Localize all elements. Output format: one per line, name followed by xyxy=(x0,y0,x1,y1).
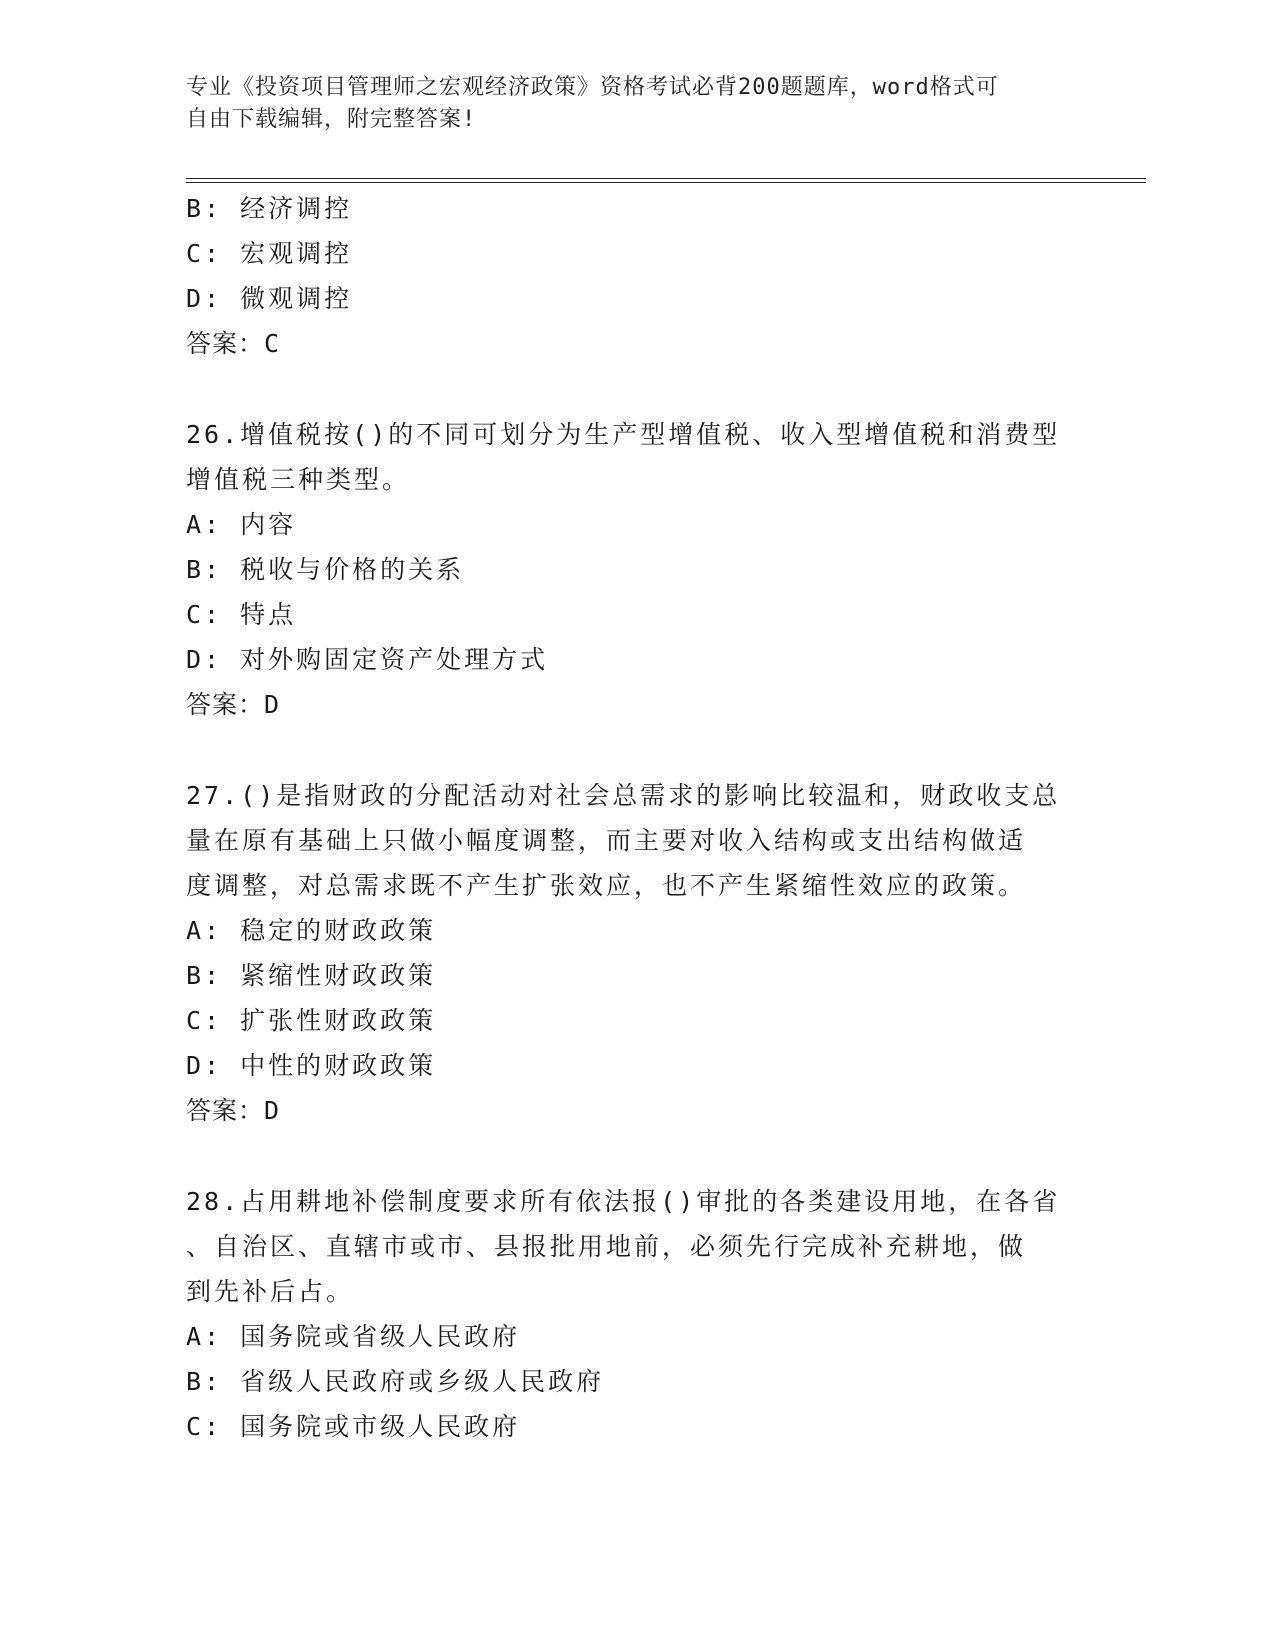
option-c: C: 特点 xyxy=(186,600,297,629)
question-text-line: 度调整，对总需求既不产生扩张效应，也不产生紧缩性效应的政策。 xyxy=(186,871,1027,900)
page-header xyxy=(186,72,1066,136)
answer-label: 答案：D xyxy=(186,1096,281,1125)
option-d: D: 微观调控 xyxy=(186,284,353,313)
question-text-line: 26.增值税按()的不同可划分为生产型增值税、收入型增值税和消费型 xyxy=(186,420,1061,449)
question-25 xyxy=(186,186,1066,366)
question-spacer xyxy=(186,727,1066,773)
question-28 xyxy=(186,1179,1066,1449)
question-spacer xyxy=(186,366,1066,412)
question-text-line: 27.()是指财政的分配活动对社会总需求的影响比较温和，财政收支总 xyxy=(186,781,1061,810)
question-26 xyxy=(186,412,1066,727)
question-text-line: 28.占用耕地补偿制度要求所有依法报()审批的各类建设用地，在各省 xyxy=(186,1187,1061,1216)
header-title-line-2: 自由下载编辑，附完整答案! xyxy=(186,107,477,132)
option-a: A: 稳定的财政政策 xyxy=(186,916,437,945)
option-b: B: 经济调控 xyxy=(186,194,353,223)
question-text-line: 、自治区、直辖市或市、县报批用地前，必须先行完成补充耕地，做 xyxy=(186,1232,1027,1261)
option-b: B: 省级人民政府或乡级人民政府 xyxy=(186,1367,605,1396)
question-spacer xyxy=(186,1133,1066,1179)
question-text-line: 量在原有基础上只做小幅度调整，而主要对收入结构或支出结构做适 xyxy=(186,826,1027,855)
option-c: C: 国务院或市级人民政府 xyxy=(186,1412,521,1441)
answer-label: 答案：D xyxy=(186,690,281,719)
question-27 xyxy=(186,773,1066,1133)
option-c: C: 宏观调控 xyxy=(186,239,353,268)
header-title-line-1: 专业《投资项目管理师之宏观经济政策》资格考试必背200题题库，word格式可 xyxy=(186,75,999,100)
option-b: B: 紧缩性财政政策 xyxy=(186,961,437,990)
header-divider xyxy=(186,178,1146,183)
question-list xyxy=(186,186,1066,1449)
option-d: D: 中性的财政政策 xyxy=(186,1051,437,1080)
question-text-line: 到先补后占。 xyxy=(186,1277,355,1306)
option-c: C: 扩张性财政政策 xyxy=(186,1006,437,1035)
option-a: A: 国务院或省级人民政府 xyxy=(186,1322,521,1351)
option-d: D: 对外购固定资产处理方式 xyxy=(186,645,549,674)
option-b: B: 税收与价格的关系 xyxy=(186,555,465,584)
question-text-line: 增值税三种类型。 xyxy=(186,465,411,494)
answer-label: 答案：C xyxy=(186,329,281,358)
option-a: A: 内容 xyxy=(186,510,297,539)
